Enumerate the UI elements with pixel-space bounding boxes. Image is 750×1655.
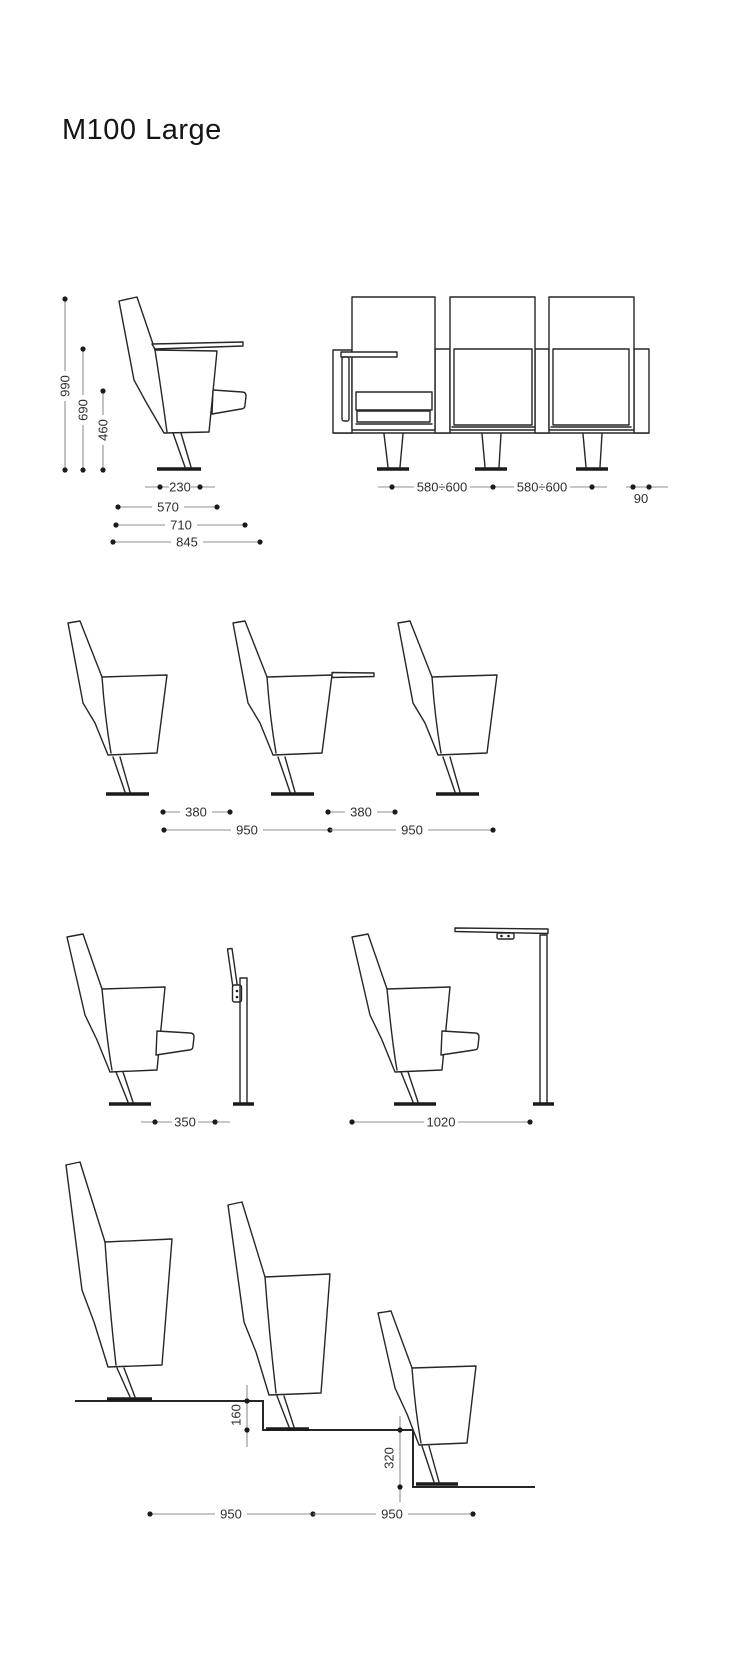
dim-dot <box>152 1119 157 1124</box>
dim-dot <box>113 522 118 527</box>
dim-label: 160 <box>228 1404 244 1426</box>
tablet-hinge-bracket <box>497 933 514 939</box>
dim-step-rise-1 <box>229 1385 250 1447</box>
dim-dot <box>490 484 495 489</box>
dim-label: 1020 <box>426 1114 456 1130</box>
dim-dot <box>470 1511 475 1516</box>
dim-row-pitch-1 <box>147 1507 315 1522</box>
dim-dot <box>244 1398 249 1403</box>
dim-row-pitch-2 <box>313 1507 476 1522</box>
dim-label: 380 <box>350 804 372 820</box>
dim-dot <box>80 346 85 351</box>
armrest <box>212 390 246 414</box>
dim-dot <box>389 484 394 489</box>
dim-row-pitch-2 <box>330 823 496 838</box>
hinge-pin <box>500 935 503 938</box>
folded-seat-cushion <box>356 392 432 410</box>
dim-backrest-height <box>76 346 91 472</box>
dim-label: 950 <box>220 1506 242 1522</box>
chair-side <box>233 621 332 794</box>
dim-dot <box>227 809 232 814</box>
hinge-pin <box>236 990 239 993</box>
dim-seat-width <box>145 480 215 495</box>
hinge-pin <box>507 935 510 938</box>
dim-clearance-2 <box>325 805 397 820</box>
dim-label: 90 <box>633 491 649 506</box>
hinge-pin <box>236 996 239 999</box>
dim-label: 230 <box>169 479 191 495</box>
dim-dot <box>147 1511 152 1516</box>
dim-dot <box>646 484 651 489</box>
dim-overall-height <box>58 296 73 472</box>
chair-leg <box>422 1446 439 1482</box>
dim-end-panel-width <box>626 484 668 506</box>
dim-dot <box>157 484 162 489</box>
chair-outline <box>66 1162 172 1367</box>
end-panel-right <box>634 349 649 433</box>
dim-dot <box>115 504 120 509</box>
dim-clearance-1 <box>160 805 232 820</box>
dim-dot <box>397 1427 402 1432</box>
chair-side <box>398 621 497 794</box>
dim-depth-closed <box>115 500 219 515</box>
seat-pan-2 <box>454 349 532 425</box>
chair-outline <box>228 1202 330 1395</box>
dim-dot <box>630 484 635 489</box>
front-view-figure <box>333 297 668 506</box>
writing-tablet-figure <box>67 928 554 1130</box>
seat-pan-3 <box>553 349 629 425</box>
chair-side <box>68 621 167 794</box>
dim-dot <box>325 809 330 814</box>
dim-overall-depth <box>110 535 262 550</box>
dim-dot <box>80 467 85 472</box>
pedestal-leg <box>583 434 602 467</box>
dim-dot <box>214 504 219 509</box>
tablet-support-arm <box>342 357 349 421</box>
dim-folded-clearance <box>141 1115 230 1130</box>
dim-dot <box>62 296 67 301</box>
dim-label: 950 <box>401 822 423 838</box>
dim-label: 580÷600 <box>516 479 568 495</box>
chair-side <box>67 934 194 1104</box>
dim-dot <box>242 522 247 527</box>
dim-dot <box>397 1484 402 1489</box>
armrest-panel <box>535 349 549 433</box>
dim-dot <box>100 388 105 393</box>
dim-open-depth <box>349 1115 532 1130</box>
side-view-figure <box>58 296 263 549</box>
dim-axis-spacing <box>378 480 607 495</box>
dim-dot <box>160 809 165 814</box>
dim-dot <box>490 827 495 832</box>
pedestal-leg <box>384 434 403 467</box>
dim-label: 690 <box>75 399 91 421</box>
dim-armrest-height <box>96 388 111 472</box>
dim-dot <box>100 467 105 472</box>
dim-label: 990 <box>57 375 73 397</box>
dim-label: 380 <box>185 804 207 820</box>
dim-label: 950 <box>236 822 258 838</box>
dim-dot <box>527 1119 532 1124</box>
chair-side-outline <box>119 297 217 433</box>
dim-dot <box>110 539 115 544</box>
dim-label: 710 <box>170 517 192 533</box>
page-title: M100 Large <box>62 114 222 146</box>
chair-leg <box>277 1396 294 1427</box>
dim-dot <box>161 827 166 832</box>
chair-on-step-2 <box>228 1202 330 1429</box>
dim-dot <box>392 809 397 814</box>
chair-outline <box>378 1311 476 1445</box>
folded-seat-cushion <box>357 411 430 422</box>
dim-dot <box>349 1119 354 1124</box>
dim-label: 460 <box>95 419 111 441</box>
chair-leg <box>173 433 191 467</box>
dim-label: 350 <box>174 1114 196 1130</box>
chair-on-step-1 <box>66 1162 172 1399</box>
dim-dot <box>197 484 202 489</box>
armrest-panel <box>435 349 450 433</box>
dim-label: 845 <box>176 534 198 550</box>
writing-tablet-blade <box>152 342 243 349</box>
steps-figure <box>66 1162 535 1522</box>
dim-label: 570 <box>157 499 179 515</box>
dim-row-pitch-1 <box>161 823 332 838</box>
dim-depth-tablet <box>113 518 247 533</box>
dim-dot <box>589 484 594 489</box>
chair-leg <box>117 1368 135 1397</box>
tablet-post <box>540 935 547 1104</box>
dim-dot <box>212 1119 217 1124</box>
dim-label: 320 <box>381 1447 397 1469</box>
pedestal-leg <box>482 434 501 467</box>
dim-label: 580÷600 <box>416 479 468 495</box>
dim-dot <box>62 467 67 472</box>
folded-tablet-blade <box>341 352 397 357</box>
dim-step-rise-2 <box>382 1416 403 1502</box>
dim-dot <box>244 1427 249 1432</box>
chair-side <box>352 934 479 1104</box>
dim-label: 950 <box>381 1506 403 1522</box>
row-spacing-figure <box>68 621 497 838</box>
dim-dot <box>257 539 262 544</box>
writing-tablet-blade <box>332 673 374 678</box>
